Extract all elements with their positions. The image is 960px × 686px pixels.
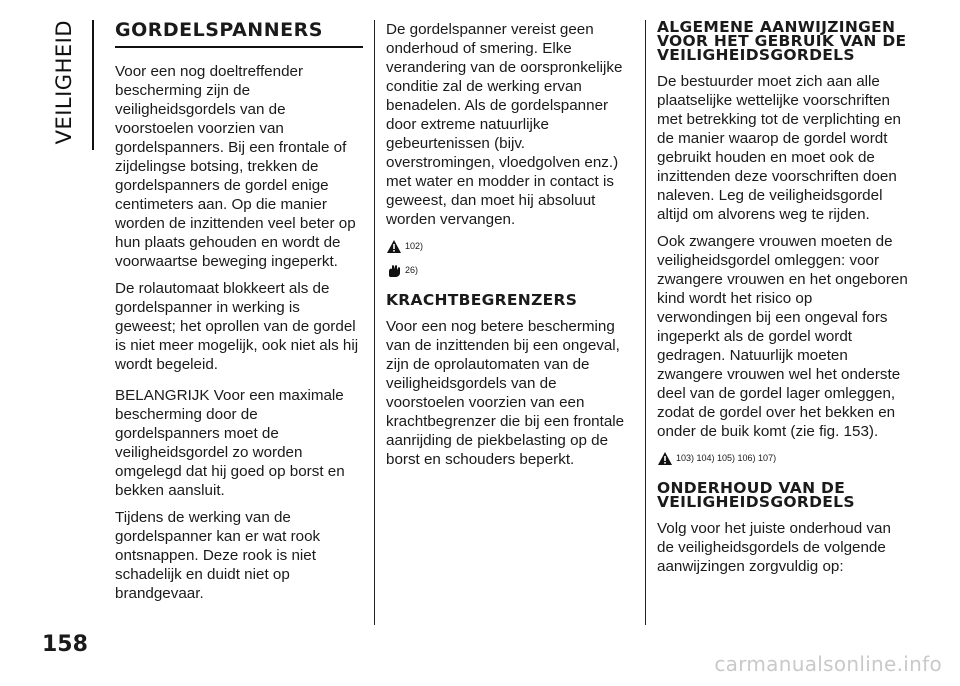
column-2 — [386, 20, 636, 477]
paragraph: Voor een nog doeltreffender bescherming zijn de veiligheidsgordels van de voorstoelen voorzien van gordelspanners. Bij een frontale of zijdelingse botsing, trekken de gordelspanners de gordel enige centimeters aan. Op die manier worden de inzittenden veel beter op hun plaats gehouden en wordt de voorwaartse beweging ingeperkt. — [115, 63, 356, 270]
subsection-heading: ALGEMENE AANWIJZINGEN VOOR HET GEBRUIK VAN DE VEILIGHEIDSGORDELS — [657, 18, 907, 64]
paragraph-important: BELANGRIJK Voor een maximale bescherming door de gordelspanners moet de veiligheidsgordel zo worden omgelegd dat hij goed op borst en bekken aansluit. — [115, 387, 345, 499]
subsection-heading: ONDERHOUD VAN DE VEILIGHEIDSGORDELS — [657, 479, 855, 511]
caution-reference — [386, 261, 636, 279]
paragraph: De rolautomaat blokkeert als de gordelspanner in werking is geweest; het oprollen van de gordel is niet meer mogelijk, ook niet als hij wordt begeleid. — [115, 280, 359, 373]
caution-reference-number: 26) — [405, 265, 419, 275]
warning-triangle-icon — [386, 239, 402, 254]
warning-reference — [386, 237, 636, 255]
column-divider-1 — [374, 20, 375, 625]
paragraph: De gordelspanner vereist geen onderhoud of smering. Elke verandering van de oorspronkelijke conditie zal de werking ervan benadelen. Als de gordelspanner door extreme natuurlijke gebeurtenissen (bijv. overstromingen, vloedgolven enz.) met water en modder in contact is geweest, dan moet hij absoluut worden vervangen. — [386, 21, 623, 228]
section-tab-rule — [92, 20, 94, 150]
column-1 — [115, 20, 363, 611]
warning-reference-number: 102) — [405, 241, 424, 251]
warning-reference-number: 103) 104) 105) 106) 107) — [676, 453, 777, 463]
paragraph: De bestuurder moet zich aan alle plaatselijke wettelijke voorschriften met betrekking tot de verplichting en de manier waarop de gordel wordt gebruikt houden en moet ook de inzittenden deze voorschriften doen naleven. Leg de veiligheidsgordel altijd om alvorens weg te rijden. — [657, 73, 901, 223]
column-3 — [657, 20, 909, 584]
warning-reference — [657, 449, 909, 467]
subsection-heading: KRACHTBEGRENZERS — [386, 291, 578, 309]
page-number: 158 — [42, 632, 88, 657]
paragraph: Voor een nog betere bescherming van de inzittenden bij een ongeval, zijn de oprolautomaten van de veiligheidsgordels van de voorstoelen voorzien van een krachtbegrenzer die bij een frontale aanrijding de piekbelasting op de borst en schouders beperkt. — [386, 318, 625, 468]
caution-hand-icon — [386, 263, 402, 278]
section-tab: VEILIGHEID — [52, 20, 76, 145]
paragraph: Ook zwangere vrouwen moeten de veiligheidsgordel omleggen: voor zwangere vrouwen en het ongeboren kind wordt het risico op verwondingen bij een ongeval fors ingeperkt als de gordel wordt gedragen. Natuurlijk moeten zwangere vrouwen wel het onderste deel van de gordel lager omleggen, zodat de gordel over het bekken en onder de buik komt (zie fig. 153). — [657, 233, 908, 440]
paragraph: Tijdens de werking van de gordelspanner kan er wat rook ontsnappen. Deze rook is niet schadelijk en duidt niet op brandgevaar. — [115, 509, 321, 602]
section-title: GORDELSPANNERS — [115, 20, 363, 48]
watermark: carmanualsonline.info — [714, 652, 942, 676]
column-divider-2 — [645, 20, 646, 625]
paragraph: Volg voor het juiste onderhoud van de veiligheidsgordels de volgende aanwijzingen zorgvuldig op: — [657, 520, 891, 575]
warning-triangle-icon — [657, 451, 673, 466]
